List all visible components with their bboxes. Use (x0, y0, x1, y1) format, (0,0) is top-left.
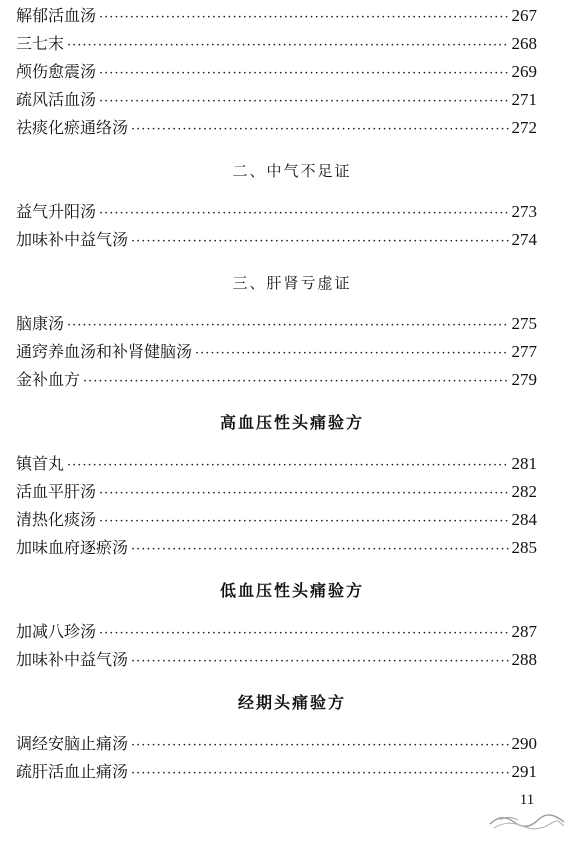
dot-leader (83, 370, 508, 394)
toc-entry-title: 加味补中益气汤 (16, 230, 129, 249)
dot-leader (131, 538, 508, 562)
toc-entry-title: 清热化痰汤 (16, 510, 97, 529)
toc-entry[interactable] (16, 452, 537, 476)
dot-leader (67, 314, 508, 338)
toc-entry[interactable] (16, 536, 537, 560)
dot-leader (131, 230, 508, 254)
toc-entry-page: 269 (511, 62, 537, 81)
toc-entry[interactable] (16, 620, 537, 644)
toc-entry-page: 279 (511, 370, 537, 389)
toc-entry-title: 通窍养血汤和补肾健脑汤 (16, 342, 193, 361)
chapter-heading: 经期头痛验方 (237, 693, 346, 712)
toc-entry[interactable] (16, 228, 537, 252)
toc-entry-page: 290 (511, 734, 537, 753)
dot-leader (99, 6, 508, 30)
toc-entry-page: 268 (511, 34, 537, 53)
toc-entry-page: 272 (511, 118, 537, 137)
chapter-heading: 高血压性头痛验方 (219, 413, 364, 432)
toc-entry[interactable] (16, 648, 537, 672)
toc-entry-title: 疏肝活血止痛汤 (16, 762, 129, 781)
toc-entry-title: 疏风活血汤 (16, 90, 97, 109)
dot-leader (131, 650, 508, 674)
toc-entry-page: 271 (511, 90, 537, 109)
toc-entry-title: 活血平肝汤 (16, 482, 97, 501)
wave-ornament-icon (488, 810, 566, 832)
dot-leader (195, 342, 508, 366)
toc-entry-page: 288 (511, 650, 537, 669)
dot-leader (99, 202, 508, 226)
dot-leader (67, 34, 508, 58)
toc-entry-page: 267 (511, 6, 537, 25)
dot-leader (99, 510, 508, 534)
toc-entry[interactable] (16, 368, 537, 392)
toc-entry-title: 脑康汤 (16, 314, 65, 333)
toc-entry-title: 祛痰化瘀通络汤 (16, 118, 129, 137)
page-number: 11 (519, 792, 535, 808)
toc-entry[interactable] (16, 116, 537, 140)
section-heading: 二、中气不足证 (232, 162, 352, 180)
toc-entry-page: 274 (511, 230, 537, 249)
toc-entry-title: 三七末 (16, 34, 65, 53)
toc-entry-title: 解郁活血汤 (16, 6, 97, 25)
toc-entry-title: 加减八珍汤 (16, 622, 97, 641)
dot-leader (131, 762, 508, 786)
dot-leader (99, 62, 508, 86)
toc-entry[interactable] (16, 508, 537, 532)
toc-entry-title: 金补血方 (16, 370, 81, 389)
toc-entry[interactable] (16, 732, 537, 756)
chapter-heading: 低血压性头痛验方 (219, 581, 364, 600)
toc-entry[interactable] (16, 32, 537, 56)
toc-entry[interactable] (16, 4, 537, 28)
toc-entry[interactable] (16, 480, 537, 504)
dot-leader (131, 118, 508, 142)
dot-leader (99, 622, 508, 646)
toc-entry-page: 284 (511, 510, 537, 529)
toc-entry-title: 加味补中益气汤 (16, 650, 129, 669)
toc-entry[interactable] (16, 88, 537, 112)
toc-entry[interactable] (16, 312, 537, 336)
section-heading: 三、肝肾亏虚证 (232, 274, 352, 292)
toc-entry-page: 281 (511, 454, 537, 473)
toc-entry-page: 273 (511, 202, 537, 221)
toc-entry-title: 调经安脑止痛汤 (16, 734, 129, 753)
toc-entry-page: 287 (511, 622, 537, 641)
toc-entry[interactable] (16, 200, 537, 224)
toc-entry-title: 加味血府逐瘀汤 (16, 538, 129, 557)
toc-entry[interactable] (16, 340, 537, 364)
toc-entry-page: 277 (511, 342, 537, 361)
toc-entry[interactable] (16, 60, 537, 84)
dot-leader (67, 454, 508, 478)
dot-leader (99, 90, 508, 114)
toc-entry-title: 颅伤愈震汤 (16, 62, 97, 81)
dot-leader (131, 734, 508, 758)
toc-entry-title: 镇首丸 (16, 454, 65, 473)
toc-entry-page: 291 (511, 762, 537, 781)
toc-entry[interactable] (16, 760, 537, 784)
toc-entry-page: 275 (511, 314, 537, 333)
dot-leader (99, 482, 508, 506)
toc-entry-title: 益气升阳汤 (16, 202, 97, 221)
toc-entry-page: 285 (511, 538, 537, 557)
toc-entry-page: 282 (511, 482, 537, 501)
